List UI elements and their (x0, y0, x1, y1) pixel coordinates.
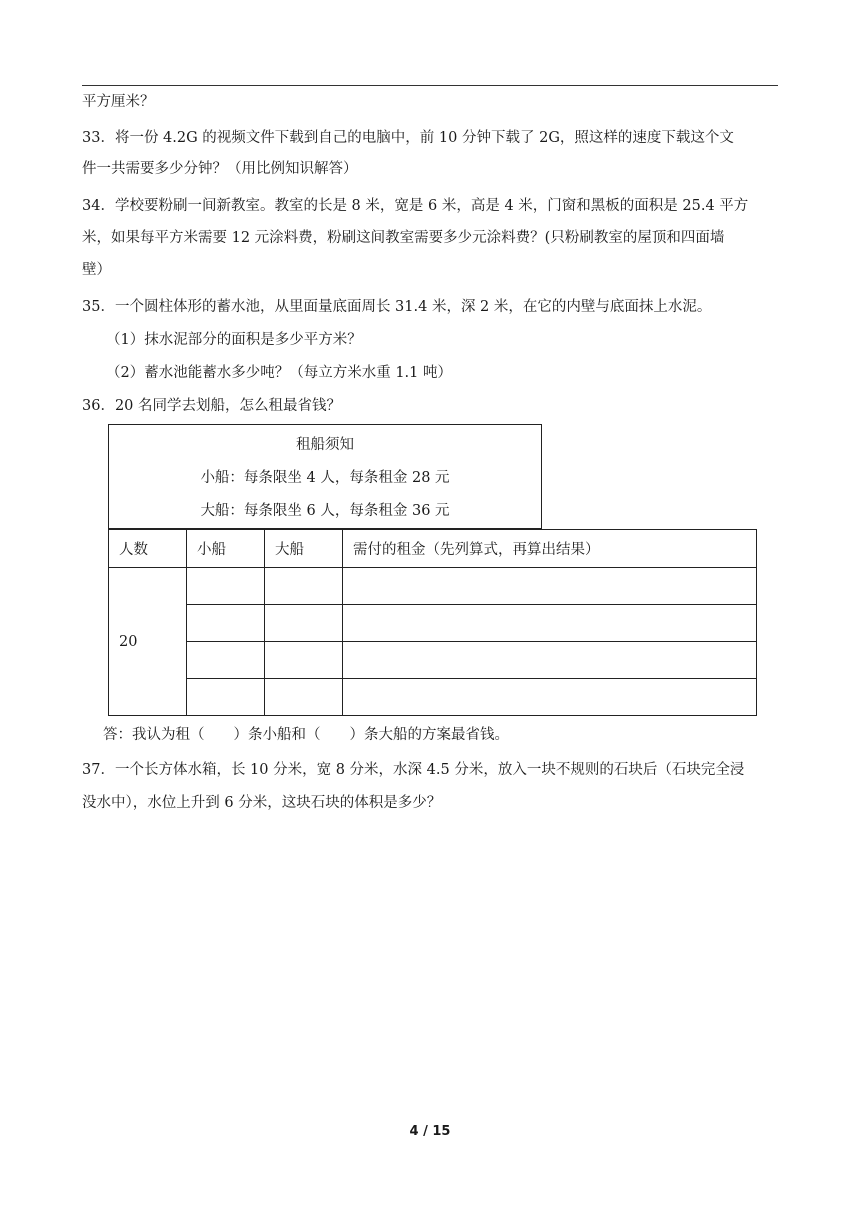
question-33-line2: 件一共需要多少分钟？（用比例知识解答） (82, 161, 358, 177)
answer-cell[interactable] (265, 679, 343, 716)
question-34-line2: 米，如果每平方米需要 12 元涂料费，粉刷这间教室需要多少元涂料费？(只粉刷教室的屋顶和四面墙 (82, 230, 725, 246)
table-row (109, 642, 757, 679)
header-rent: 需付的租金（先列算式，再算出结果） (343, 530, 757, 568)
table-row (109, 679, 757, 716)
question-36-line1: 36．20 名同学去划船，怎么租最省钱？ (82, 398, 342, 414)
header-small-boat: 小船 (187, 530, 265, 568)
answer-cell[interactable] (187, 679, 265, 716)
table-row (109, 605, 757, 642)
rental-table (108, 529, 757, 716)
header-people: 人数 (109, 530, 187, 568)
question-35-line1: 35．一个圆柱体形的蓄水池，从里面量底面周长 31.4 米，深 2 米，在它的内壁与底面抹上水泥。 (82, 299, 712, 315)
page-number: 4 / 15 (409, 1124, 451, 1139)
answer-cell[interactable] (343, 605, 757, 642)
answer-sentence: 答：我认为租（ ）条小船和（ ）条大船的方案最省钱。 (103, 727, 509, 743)
header-rule (82, 85, 778, 86)
header-large-boat: 大船 (265, 530, 343, 568)
table-row (109, 568, 757, 605)
answer-cell[interactable] (187, 568, 265, 605)
notice-title: 租船须知 (296, 437, 354, 453)
answer-cell[interactable] (187, 605, 265, 642)
answer-cell[interactable] (343, 679, 757, 716)
answer-cell[interactable] (265, 568, 343, 605)
continued-text: 平方厘米？ (82, 94, 155, 110)
question-35-part1: （1）抹水泥部分的面积是多少平方米？ (106, 332, 362, 348)
table-header-row (109, 530, 757, 568)
people-count-cell: 20 (109, 568, 187, 716)
question-34-line1: 34．学校要粉刷一间新教室。教室的长是 8 米，宽是 6 米，高是 4 米，门窗和黑板的面积是 25.4 平方 (82, 198, 749, 214)
question-37-line1: 37．一个长方体水箱，长 10 分米，宽 8 分米，水深 4.5 分米，放入一块不规则的石块后（石块完全浸 (82, 762, 745, 778)
answer-cell[interactable] (343, 642, 757, 679)
answer-cell[interactable] (187, 642, 265, 679)
question-33-line1: 33．将一份 4.2G 的视频文件下载到自己的电脑中，前 10 分钟下载了 2G，照这样的速度下载这个文 (82, 130, 734, 146)
question-34-line3: 壁） (82, 262, 111, 278)
answer-cell[interactable] (343, 568, 757, 605)
rental-notice-box (108, 424, 542, 529)
answer-cell[interactable] (265, 642, 343, 679)
notice-large-boat: 大船：每条限坐 6 人，每条租金 36 元 (200, 503, 450, 519)
question-37-line2: 没水中），水位上升到 6 分米，这块石块的体积是多少？ (82, 795, 442, 811)
answer-cell[interactable] (265, 605, 343, 642)
question-35-part2: （2）蓄水池能蓄水多少吨？（每立方米水重 1.1 吨） (106, 365, 453, 381)
notice-small-boat: 小船：每条限坐 4 人，每条租金 28 元 (200, 470, 450, 486)
